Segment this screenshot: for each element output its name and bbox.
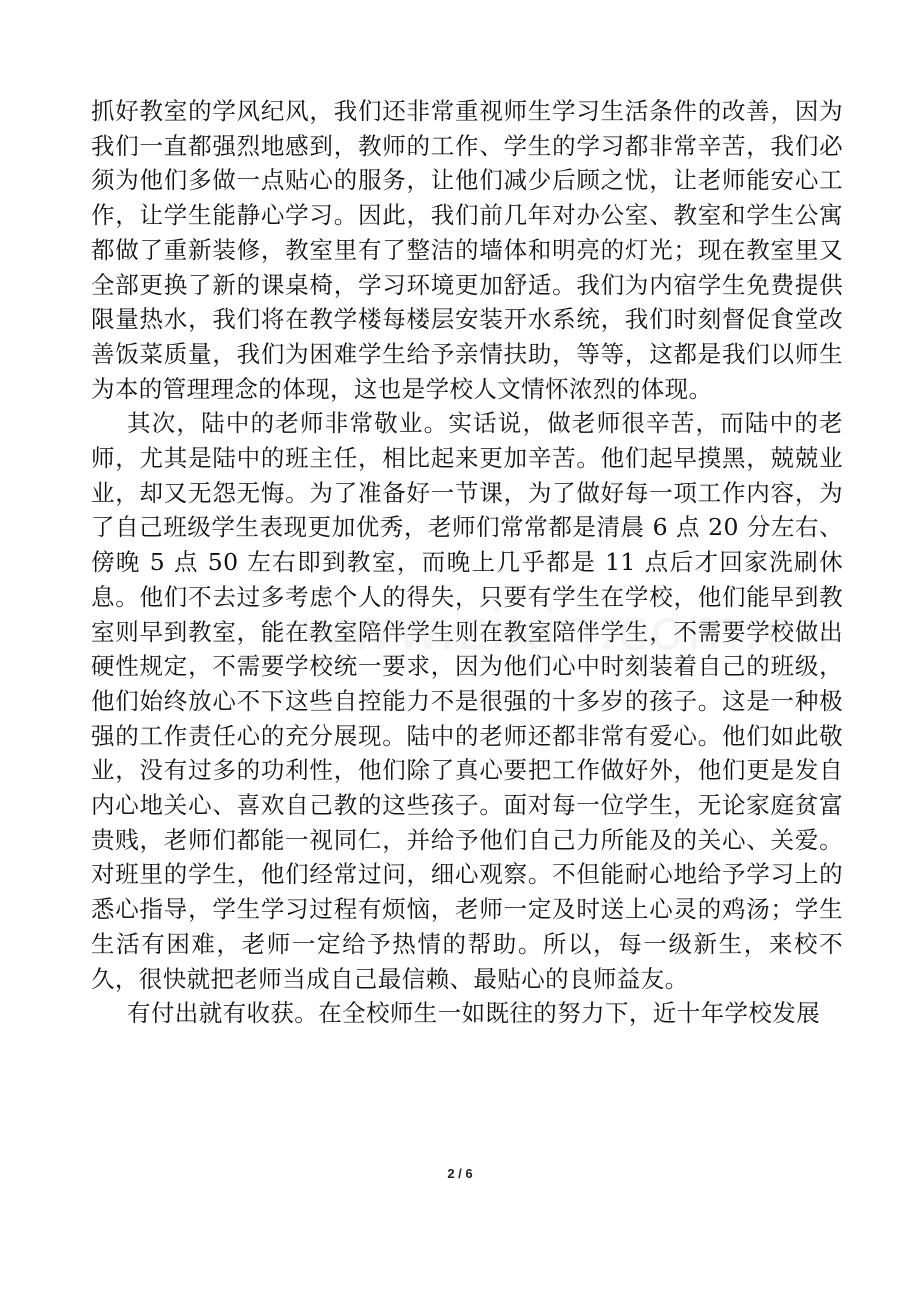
body-text	[91, 94, 843, 1031]
paragraph-3: 有付出就有收获。在全校师生一如既往的努力下，近十年学校发展	[127, 999, 821, 1028]
page-number: 2 / 6	[447, 1166, 473, 1181]
paragraph-2: 其次，陆中的老师非常敬业。实话说，做老师很辛苦，而陆中的老师，尤其是陆中的班主任，相比起来更加辛苦。他们起早摸黑，兢兢业业，却又无怨无悔。为了准备好一节课，为了做好每一项工作内容，为了自己班级学生表现更加优秀，老师们常常都是清晨 6 点 20 分左右、傍晚 5 点 50 左右即到教室，而晚上几乎都是 11 点后才回家洗刷休息。他们不去过多考虑个人的得失，只要有学生在学校，他们能早到教室则早到教室，能在教室陪伴学生则在教室陪伴学生，不需要学校做出硬性规定，不需要学校统一要求，因为他们心中时刻装着自己的班级，他们始终放心不下这些自控能力不是很强的十多岁的孩子。这是一种极强的工作责任心的充分展现。陆中的老师还都非常有爱心。他们如此敬业，没有过多的功利性，他们除了真心要把工作做好外，他们更是发自内心地关心、喜欢自己教的这些孩子。面对每一位学生，无论家庭贫富贵贱，老师们都能一视同仁，并给予他们自己力所能及的关心、关爱。对班里的学生，他们经常过问，细心观察。不但能耐心地给予学习上的悉心指导，学生学习过程有烦恼，老师一定及时送上心灵的鸡汤；学生生活有困难，老师一定给予热情的帮助。所以，每一级新生，来校不久，很快就把老师当成自己最信赖、最贴心的良师益友。	[91, 409, 843, 993]
paragraph-1: 抓好教室的学风纪风，我们还非常重视师生学习生活条件的改善，因为我们一直都强烈地感到，教师的工作、学生的学习都非常辛苦，我们必须为他们多做一点贴心的服务，让他们减少后顾之忧，让老师能安心工作，让学生能静心学习。因此，我们前几年对办公室、教室和学生公寓都做了重新装修，教室里有了整洁的墙体和明亮的灯光；现在教室里又全部更换了新的课桌椅，学习环境更加舒适。我们为内宿学生免费提供限量热水，我们将在教学楼每楼层安装开水系统，我们时刻督促食堂改善饭菜质量，我们为困难学生给予亲情扶助，等等，这都是我们以师生为本的管理理念的体现，这也是学校人文情怀浓烈的体现。	[91, 97, 843, 403]
